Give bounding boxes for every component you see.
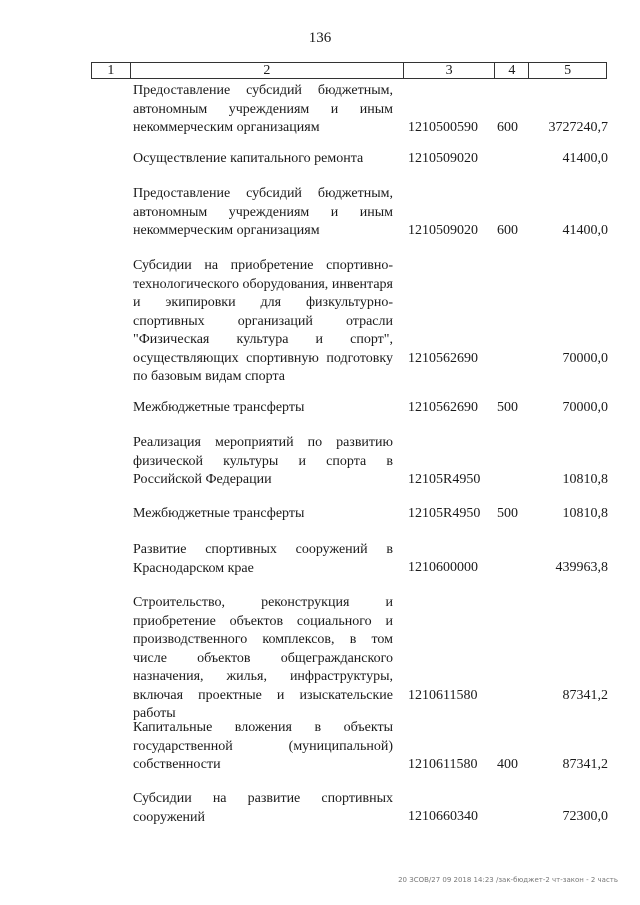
table-row bbox=[0, 719, 640, 775]
row-code: 1210611580 bbox=[408, 757, 478, 772]
row-description: Межбюджетные трансферты bbox=[133, 400, 305, 415]
row-amount: 87341,2 bbox=[562, 757, 608, 772]
row-code: 1210509020 bbox=[408, 151, 478, 166]
column-header-5: 5 bbox=[564, 63, 572, 78]
row-code: 1210509020 bbox=[408, 223, 478, 238]
row-amount: 10810,8 bbox=[562, 472, 608, 487]
column-header-3: 3 bbox=[404, 63, 496, 78]
row-description: Строительство, реконструкция и приобретение объектов социального и производственного комплексов, в том числе объектов общегражданского назначения, жилья, инфраструктуры, включая проектные и изыскательские работы bbox=[133, 595, 393, 721]
row-amount: 10810,8 bbox=[562, 506, 608, 521]
row-expense-type: 600 bbox=[497, 223, 518, 238]
row-amount: 87341,2 bbox=[562, 688, 608, 703]
row-expense-type: 500 bbox=[497, 506, 518, 521]
row-code: 1210562690 bbox=[408, 400, 478, 415]
document-footer-stamp: 20 ЗСОВ/27 09 2018 14:23 /зак-бюджет-2 чт-закон - 2 часть bbox=[398, 876, 618, 884]
table-row bbox=[0, 150, 640, 169]
column-header-4: 4 bbox=[495, 63, 529, 78]
table-row bbox=[0, 434, 640, 490]
row-expense-type: 400 bbox=[497, 757, 518, 772]
row-code: 12105R4950 bbox=[408, 506, 481, 521]
row-description: Осуществление капитального ремонта bbox=[133, 151, 364, 166]
row-description: Развитие спортивных сооружений в Краснодарском крае bbox=[133, 542, 393, 576]
page-number: 136 bbox=[308, 30, 332, 46]
table-row bbox=[0, 399, 640, 418]
row-code: 12105R4950 bbox=[408, 472, 481, 487]
table-row bbox=[0, 790, 640, 827]
row-description: Субсидии на приобретение спортивно-технологического оборудования, инвентаря и экипировки для физкультурно-спортивных организаций отрасли "Физическая культура и спорт", осуществляющих спортивную подготовку по базовым видам спорта bbox=[133, 258, 393, 384]
row-code: 1210500590 bbox=[408, 120, 478, 135]
column-header-1: 1 bbox=[92, 63, 131, 78]
table-row bbox=[0, 541, 640, 578]
row-amount: 41400,0 bbox=[562, 223, 608, 238]
row-code: 1210600000 bbox=[408, 560, 478, 575]
table-row bbox=[0, 505, 640, 524]
table-row bbox=[0, 185, 640, 241]
row-description: Субсидии на развитие спортивных сооружений bbox=[133, 791, 393, 825]
table-row bbox=[0, 594, 640, 721]
row-code: 1210611580 bbox=[408, 688, 478, 703]
row-amount: 72300,0 bbox=[562, 809, 608, 824]
row-description: Капитальные вложения в объекты государственной (муниципальной) собственности bbox=[133, 720, 393, 772]
row-description: Предоставление субсидий бюджетным, автономным учреждениям и иным некоммерческим организациям bbox=[133, 83, 393, 135]
row-code: 1210562690 bbox=[408, 351, 478, 366]
row-expense-type: 500 bbox=[497, 400, 518, 415]
row-amount: 439963,8 bbox=[555, 560, 608, 575]
row-amount: 70000,0 bbox=[562, 400, 608, 415]
row-code: 1210660340 bbox=[408, 809, 478, 824]
column-header-2: 2 bbox=[131, 63, 404, 78]
row-description: Реализация мероприятий по развитию физической культуры и спорта в Российской Федерации bbox=[133, 435, 393, 487]
table-row bbox=[0, 82, 640, 138]
row-amount: 41400,0 bbox=[562, 151, 608, 166]
row-expense-type: 600 bbox=[497, 120, 518, 135]
row-description: Предоставление субсидий бюджетным, автономным учреждениям и иным некоммерческим организациям bbox=[133, 186, 393, 238]
row-description: Межбюджетные трансферты bbox=[133, 506, 305, 521]
row-amount: 70000,0 bbox=[562, 351, 608, 366]
row-amount: 3727240,7 bbox=[548, 120, 608, 135]
table-row bbox=[0, 257, 640, 384]
table-header bbox=[91, 62, 607, 79]
